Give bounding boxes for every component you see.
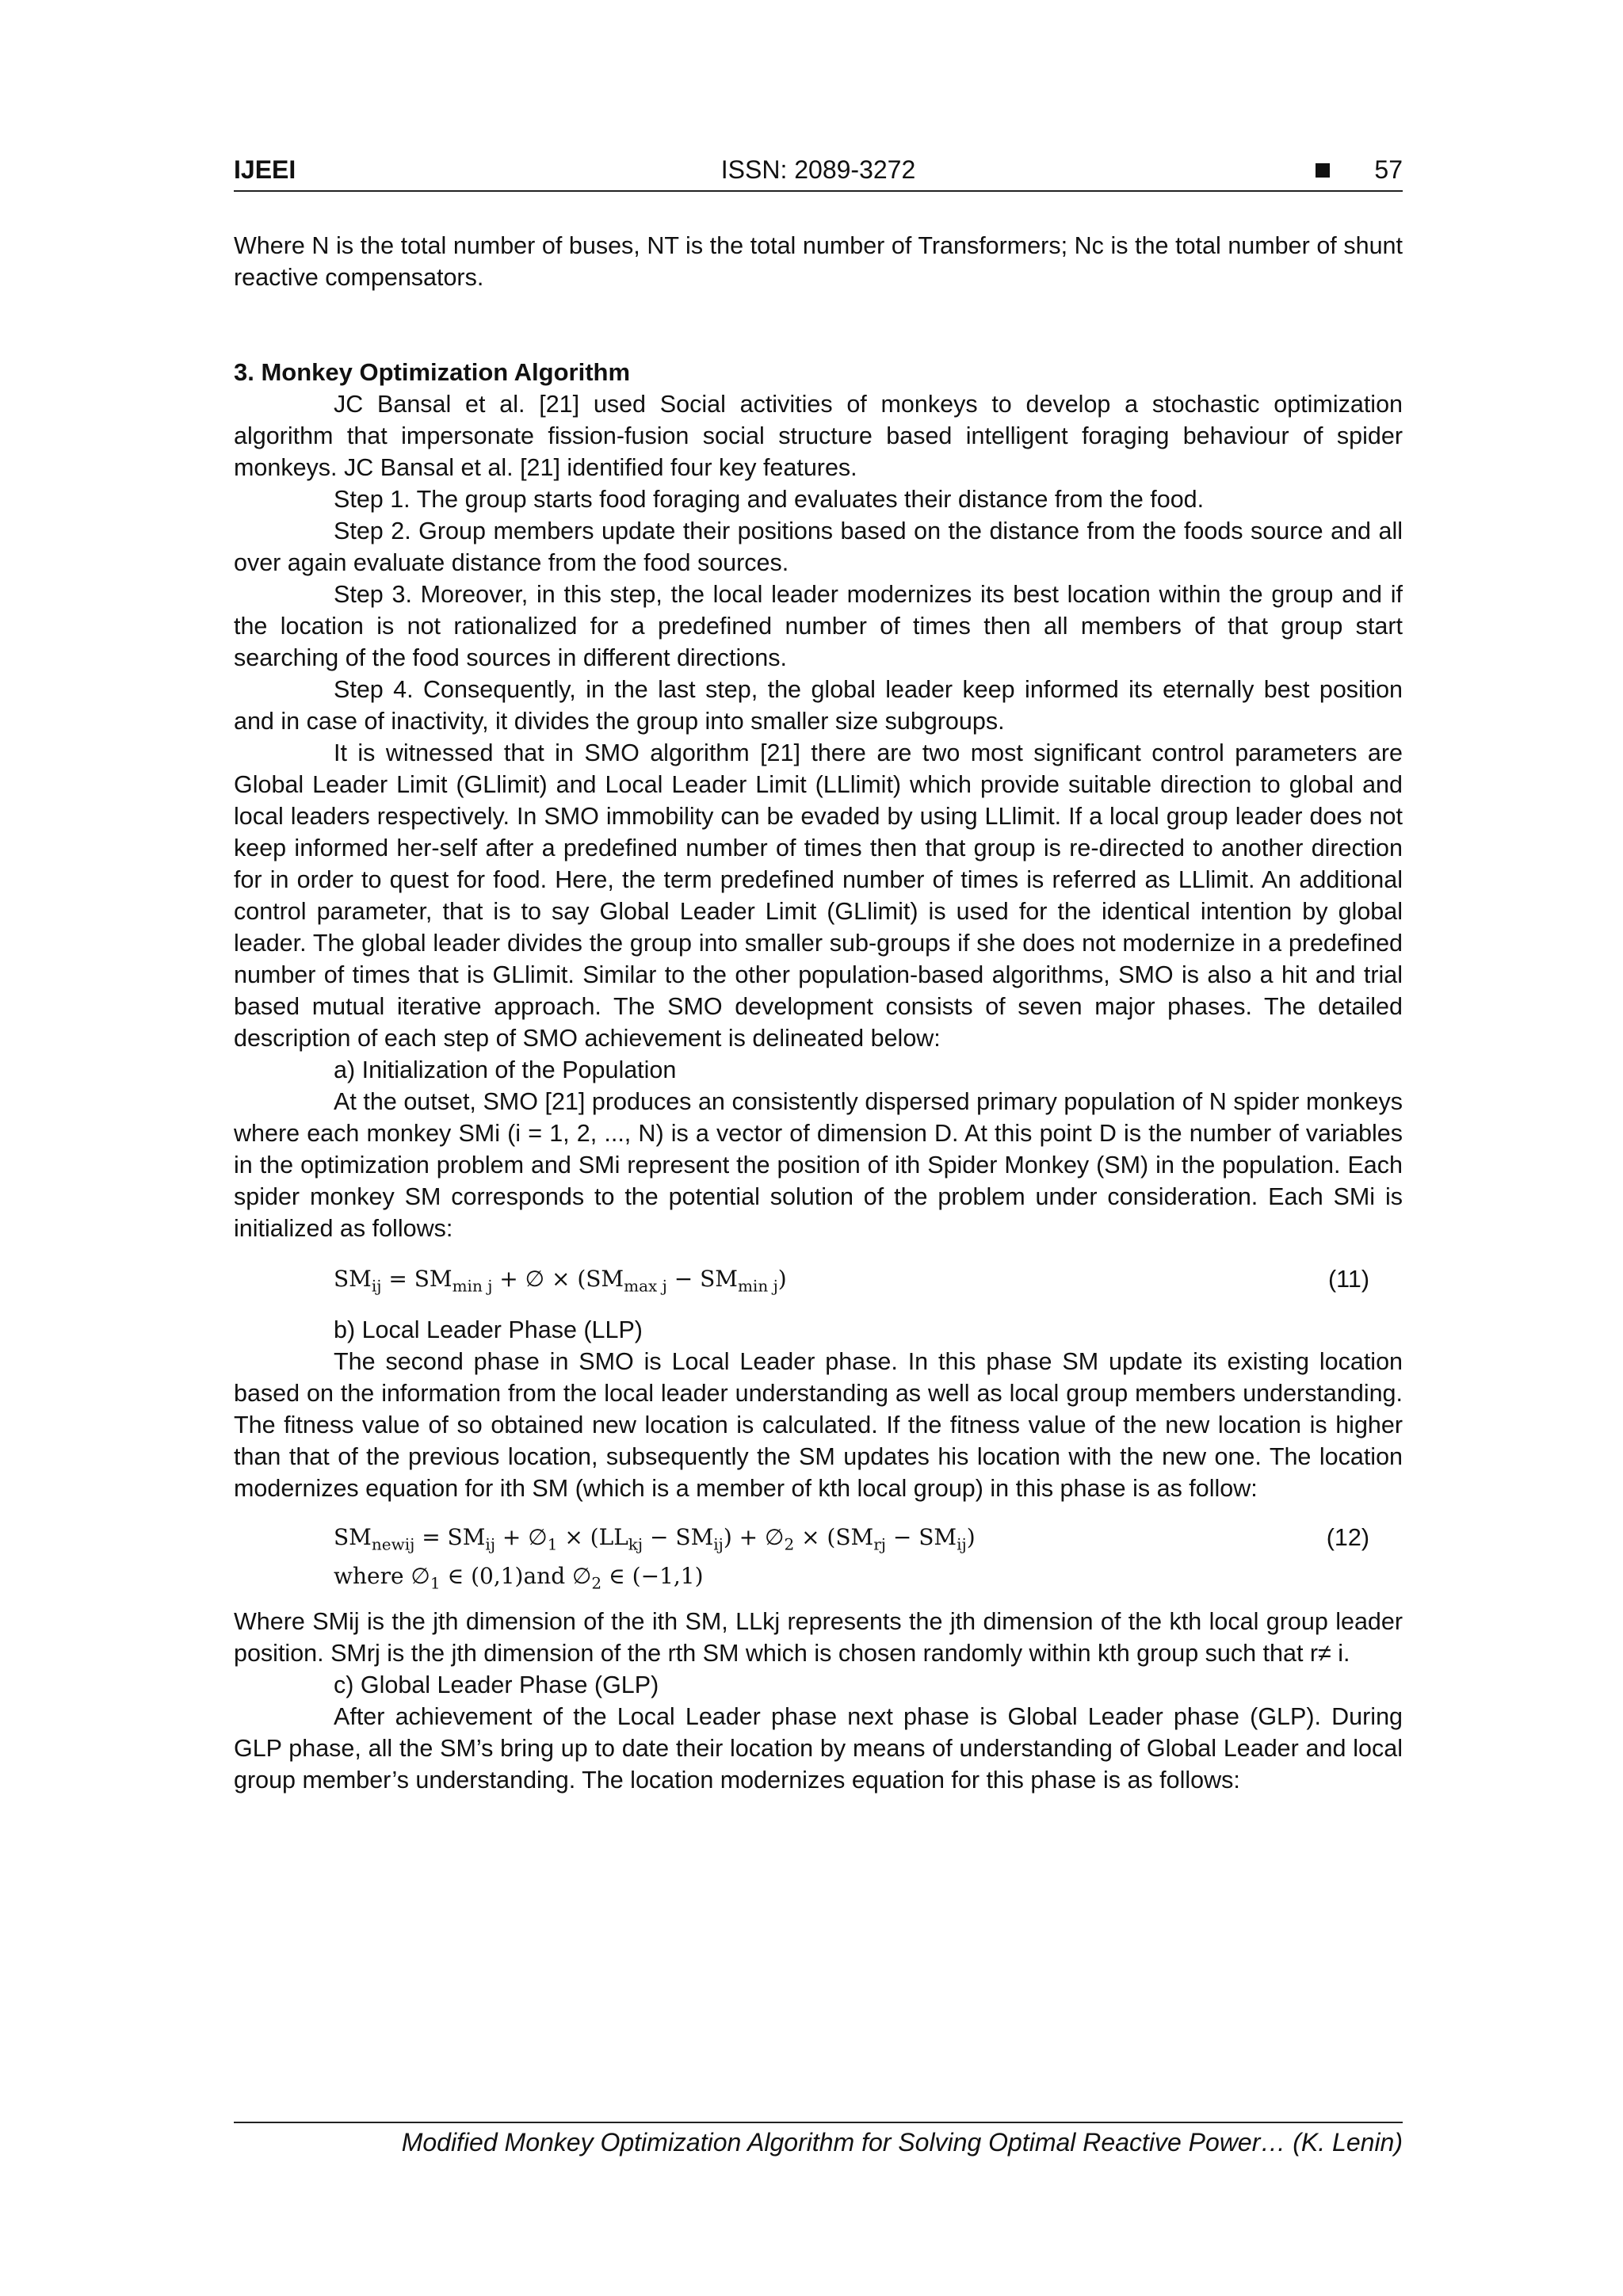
section-title: 3. Monkey Optimization Algorithm [234, 358, 631, 386]
running-title: Modified Monkey Optimization Algorithm for Solving Optimal Reactive Power… (K. Lenin) [401, 2128, 1403, 2157]
paragraph-intro-smo: JC Bansal et al. [21] used Social activities of monkeys to develop a stochastic optimization algorithm that impersonate fission-fusion social structure based intelligent foraging behaviour of spider monkeys. JC Bansal et al. [21] identified four key features. [234, 391, 1403, 481]
paragraph-initialization: At the outset, SMO [21] produces an consistently dispersed primary population of N spider monkeys where each monkey SMi (i = 1, 2, ..., N) is a vector of dimension D. At this point D is the number of variables in the optimization problem and SMi represent the position of ith Spider Monkey (SM) in the population. Each spider monkey SM corresponds to the potential solution of the problem under consideration. Each SMi is initialized as follows: [234, 1088, 1403, 1242]
equation-11 [234, 1262, 1403, 1297]
paragraph-control-parameters: It is witnessed that in SMO algorithm [21] there are two most significant control parameters are Global Leader Limit (GLlimit) and Local Leader Limit (LLlimit) which provide suitable direction to global and local leaders respectively. In SMO immobility can be evaded by using LLlimit. If a local group leader does not keep informed her-self after a predefined number of times then that group is re-directed to another direction for in order to quest for food. Here, the term predefined number of times is referred as LLlimit. An additional control parameter, that is to say Global Leader Limit (GLlimit) is used for the identical intention by global leader. The global leader divides the group into smaller sub-groups if she does not modernize in a predefined number of times that is GLlimit. Similar to the other population-based algorithms, SMO is also a hit and trial based mutual iterative approach. The SMO development consists of seven major phases. The detailed description of each step of SMO achievement is delineated below: [234, 739, 1403, 1052]
equation-12 [234, 1522, 1403, 1593]
subheading-global-leader-phase: c) Global Leader Phase (GLP) [334, 1671, 659, 1698]
equation-12-condition: where $\emptyset_1$ ∈ (0,1)and $\emptyset_2$ ∈ (−1,1) [334, 1562, 704, 1593]
subheading-initialization: a) Initialization of the Population [334, 1056, 677, 1083]
page-body [234, 230, 1403, 1796]
square-bullet-icon [1316, 163, 1330, 178]
page-number: 57 [1374, 155, 1403, 184]
step-3: Step 3. Moreover, in this step, the local leader modernizes its best location within the group and if the location is not rationalized for a predefined number of times then all members of that group start searching of the food sources in different directions. [234, 581, 1403, 671]
journal-name: IJEEI [234, 155, 296, 184]
subheading-local-leader-phase: b) Local Leader Phase (LLP) [334, 1316, 643, 1343]
equation-11-body: $SM_{ij} = SM_{min j}$ + ∅ × $(SM_{max j} - SM_{min j})$ [334, 1266, 787, 1296]
paragraph-local-leader-phase: The second phase in SMO is Local Leader phase. In this phase SM update its existing location based on the information from the local leader understanding as well as local group members understanding. The fitness value of so obtained new location is calculated. If the fitness value of the new location is higher than that of the previous location, subsequently the SM updates his location with the new one. The location modernizes equation for ith SM (which is a member of kth local group) in this phase is as follow: [234, 1348, 1403, 1502]
step-4: Step 4. Consequently, in the last step, the global leader keep informed its eternally best position and in case of inactivity, it divides the group into smaller size subgroups. [234, 676, 1403, 735]
intro-paragraph: Where N is the total number of buses, NT is the total number of Transformers; Nc is the total number of shunt reactive compensators. [234, 232, 1403, 291]
paragraph-global-leader-phase: After achievement of the Local Leader phase next phase is Global Leader phase (GLP). During GLP phase, all the SM’s bring up to date their location by means of understanding of Global Leader and local group member’s understanding. The location modernizes equation for this phase is as follows: [234, 1703, 1403, 1794]
equation-12-number: (12) [1326, 1524, 1369, 1551]
issn: ISSN: 2089-3272 [720, 155, 916, 184]
step-2: Step 2. Group members update their positions based on the distance from the foods source and all over again evaluate distance from the food sources. [234, 518, 1403, 576]
paper-page [234, 0, 1403, 2296]
paragraph-variable-definitions: Where SMij is the jth dimension of the ith SM, LLkj represents the jth dimension of the kth local group leader position. SMrj is the jth dimension of the rth SM which is chosen randomly within kth group such that r≠ i. [234, 1608, 1403, 1667]
page-header [234, 155, 1403, 192]
equation-12-body: $SM_{newij} = SM_{ij}$ + $\emptyset_1 \times (LL_{kj} - SM_{ij})$ + $\emptyset_2 \times (SM_{rj} - SM_{ij})$ [334, 1524, 976, 1554]
step-1: Step 1. The group starts food foraging and evaluates their distance from the food. [334, 486, 1205, 513]
equation-11-number: (11) [1328, 1266, 1369, 1293]
page-footer [234, 2122, 1403, 2157]
